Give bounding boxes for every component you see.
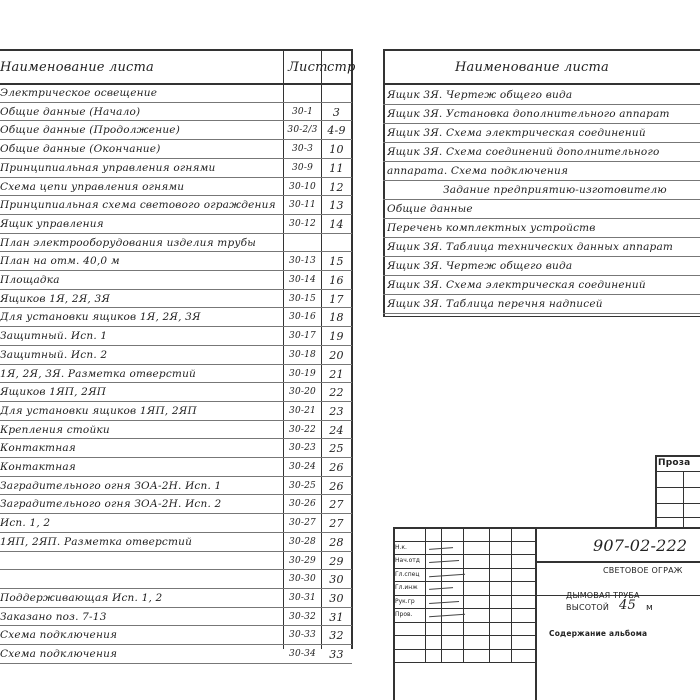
left-row-name: Принципиальная схема светового ограждения [0, 199, 276, 212]
right-row-name: Общие данные [387, 203, 473, 215]
left-row-page: 24 [329, 423, 344, 437]
left-row-sheet: 30-1 [291, 106, 314, 117]
left-row-divider [0, 532, 352, 533]
right-row-divider [383, 199, 700, 200]
stamp-sheet-title: Содержание альбома [549, 629, 648, 638]
left-row-sheet: 30-10 [289, 181, 316, 192]
stamp-grid-row-line [393, 541, 535, 542]
stamp-signature-scribble [429, 545, 453, 550]
stamp-grid-row-line [393, 581, 535, 582]
left-row-name: Электрическое освещение [0, 87, 158, 99]
stamp-object-line1: ДЫМОВАЯ ТРУБА [566, 591, 640, 600]
left-row-name: Ящиков 1Я, 2Я, 3Я [0, 292, 111, 305]
left-row-page: 4-9 [327, 124, 346, 138]
left-row-name: Схема подключения [0, 629, 118, 642]
right-row-name: Ящик 3Я. Схема электрическая соединений [387, 279, 646, 291]
right-row-name: Ящик 3Я. Схема соединений дополнительного [387, 146, 660, 158]
left-row-divider [0, 625, 352, 626]
left-row-name: 1Я, 2Я, 3Я. Разметка отверстий [0, 367, 196, 380]
right-row-name: аппарата. Схема подключения [387, 165, 569, 177]
left-row-page: 30 [329, 573, 344, 587]
left-header-page: стр [327, 60, 356, 75]
left-header-name: Наименование листа [0, 60, 155, 75]
left-row-divider [0, 270, 352, 271]
left-row-divider [0, 326, 352, 327]
left-row-page: 23 [329, 404, 344, 418]
left-row-name: Контактная [0, 461, 76, 473]
stamp-signature-scribble [429, 598, 459, 603]
left-row-divider [0, 307, 352, 308]
left-row-name: План электрооборудования изделия трубы [0, 236, 257, 249]
left-row-page: 11 [329, 161, 344, 175]
stamp-doc-number: 907-02-222 [593, 536, 688, 555]
right-row-name: Перечень комплектных устройств [387, 222, 596, 234]
left-row-sheet: 30-30 [289, 574, 316, 585]
left-row-divider [0, 214, 352, 215]
right-row-divider [383, 313, 700, 314]
right-row-divider [383, 256, 700, 257]
left-row-sheet: 30-33 [289, 630, 316, 641]
left-row-sheet: 30-25 [289, 480, 316, 491]
stamp-grid-col-line [535, 527, 536, 662]
left-row-sheet: 30-29 [289, 555, 316, 566]
left-row-divider [0, 476, 352, 477]
left-row-page: 26 [329, 479, 344, 493]
left-row-divider [0, 139, 352, 140]
left-row-sheet: 30-27 [289, 518, 316, 529]
left-row-page: 12 [329, 180, 344, 194]
left-row-page: 31 [329, 610, 344, 624]
stamp-grid-row-line [393, 635, 535, 636]
left-row-sheet: 30-12 [289, 218, 316, 229]
left-row-page: 18 [329, 311, 344, 325]
left-row-page: 28 [329, 535, 344, 549]
left-row-divider [0, 457, 352, 458]
left-row-page: 22 [329, 386, 344, 400]
left-row-name: 1ЯП, 2ЯП. Разметка отверстий [0, 535, 193, 548]
stamp-grid-row-line [393, 595, 535, 596]
left-table-header-divider [0, 83, 352, 85]
left-row-page: 32 [329, 629, 344, 643]
left-row-name: Общие данные (Окончание) [0, 143, 161, 156]
stamp-role-label: Рук.гр [395, 597, 415, 605]
right-row-name: Ящик 3Я. Таблица технических данных аппарат [387, 241, 674, 253]
left-row-divider [0, 364, 352, 365]
left-row-divider [0, 644, 352, 645]
left-row-divider [0, 569, 352, 570]
left-row-name: Для установки ящиков 1Я, 2Я, 3Я [0, 311, 201, 324]
left-row-page: 16 [329, 274, 344, 287]
right-table-bottom-border [383, 316, 700, 317]
left-row-divider [0, 494, 352, 495]
stamp-upper-grid-h4 [655, 517, 700, 518]
left-row-name: Исп. 1, 2 [0, 517, 51, 530]
left-row-divider [0, 663, 352, 664]
left-row-page: 25 [329, 442, 344, 456]
left-row-sheet: 30-32 [289, 611, 316, 622]
left-row-divider [0, 607, 352, 608]
left-row-sheet: 30-28 [289, 536, 316, 547]
left-row-name: Схема подключения [0, 648, 118, 660]
stamp-grid-row-line [393, 662, 535, 663]
stamp-upper-grid-h1 [655, 471, 700, 472]
right-row-divider [383, 123, 700, 124]
left-row-page: 15 [329, 255, 344, 269]
stamp-upper-grid-h3 [655, 503, 700, 504]
left-row-page: 14 [329, 217, 344, 231]
left-row-page: 10 [329, 143, 344, 157]
left-row-name: Защитный. Исп. 2 [0, 348, 108, 361]
left-row-divider [0, 251, 352, 252]
stamp-grid-row-line [393, 527, 535, 528]
stamp-signature-scribble [429, 558, 459, 563]
left-row-sheet: 30-20 [289, 387, 316, 398]
left-row-sheet: 30-24 [289, 462, 316, 472]
left-row-page: 21 [329, 367, 344, 381]
left-row-page: 26 [329, 461, 344, 474]
right-row-name: Ящик 3Я. Чертеж общего вида [387, 89, 573, 101]
right-table-left-border [383, 49, 385, 317]
stamp-grid-row-line [393, 649, 535, 650]
right-row-name: Ящик 3Я. Чертеж общего вида [387, 260, 573, 272]
left-row-divider [0, 438, 352, 439]
left-row-name: Площадка [0, 274, 60, 286]
stamp-corner-label: Проза [658, 458, 691, 468]
left-header-sheet: Лист [288, 60, 328, 75]
stamp-role-label: Нач.отд [395, 557, 420, 564]
stamp-role-label: Гл.инж [395, 584, 418, 591]
left-row-sheet: 30-19 [289, 368, 316, 379]
left-row-name: Схема цепи управления огнями [0, 180, 185, 193]
right-row-divider [383, 275, 700, 276]
left-row-divider [0, 401, 352, 402]
right-contents-table [383, 0, 700, 330]
left-row-sheet: 30-17 [289, 331, 316, 342]
left-row-sheet: 30-31 [289, 592, 316, 603]
left-row-sheet: 30-13 [289, 256, 316, 267]
left-row-divider [0, 195, 352, 196]
left-row-page: 33 [329, 648, 344, 661]
left-row-page: 27 [329, 517, 344, 531]
stamp-grid-row-line [393, 568, 535, 569]
left-table-top-border [0, 49, 352, 51]
left-row-sheet: 30-22 [289, 424, 316, 435]
right-table-header-divider [383, 83, 700, 85]
left-row-page: 3 [332, 105, 341, 119]
left-row-sheet: 30-11 [289, 200, 316, 211]
stamp-grid-row-line [393, 554, 535, 555]
left-row-sheet: 30-21 [289, 405, 316, 416]
left-row-name: Заградительного огня ЗОА-2Н. Исп. 2 [0, 498, 222, 511]
stamp-height-unit: м [646, 603, 653, 613]
left-row-sheet: 30-3 [291, 144, 314, 155]
stamp-role-label: Пров. [395, 611, 413, 618]
stamp-upper-grid-v1 [683, 471, 684, 528]
left-row-divider [0, 588, 352, 589]
left-row-divider [0, 177, 352, 178]
left-row-name: Общие данные (Продолжение) [0, 124, 180, 137]
left-row-name: Принципиальная управления огнями [0, 161, 216, 174]
right-row-divider [383, 161, 700, 162]
left-row-name: Защитный. Исп. 1 [0, 330, 108, 343]
right-row-divider [383, 104, 700, 105]
stamp-height-value: 45 [619, 598, 636, 613]
left-row-divider [0, 158, 352, 159]
right-row-name: Задание предприятию-изготовителю [443, 184, 667, 196]
stamp-grid-row-line [393, 608, 535, 609]
stamp-object-line2: ВЫСОТОЙ [566, 603, 609, 612]
left-row-page: 17 [329, 292, 344, 306]
left-row-sheet: 30-2/3 [287, 125, 318, 136]
stamp-signature-scribble [429, 612, 465, 618]
left-row-sheet: 30-16 [289, 312, 316, 323]
stamp-signature-scribble [429, 571, 465, 577]
right-table-top-border [383, 49, 700, 51]
right-row-name: Ящик 3Я. Таблица перечня надписей [387, 298, 603, 310]
left-row-sheet: 30-23 [289, 443, 316, 454]
stamp-role-label: Н.к. [395, 543, 407, 551]
left-row-divider [0, 420, 352, 421]
right-row-divider [383, 180, 700, 181]
left-row-divider [0, 233, 352, 234]
right-row-divider [383, 218, 700, 219]
left-row-name: Общие данные (Начало) [0, 105, 141, 118]
stamp-upper-grid-top [655, 455, 700, 457]
left-row-name: Заградительного огня ЗОА-2Н. Исп. 1 [0, 479, 222, 492]
right-row-divider [383, 237, 700, 238]
left-row-sheet: 30-34 [289, 649, 316, 659]
stamp-subtitle: СВЕТОВОЕ ОГРАЖ [603, 566, 683, 575]
left-row-page: 13 [329, 199, 344, 213]
left-row-name: Заказано поз. 7-13 [0, 610, 107, 623]
left-row-divider [0, 102, 352, 103]
right-row-divider [383, 294, 700, 295]
left-row-sheet: 30-26 [289, 499, 316, 510]
left-row-divider [0, 382, 352, 383]
left-row-page: 20 [329, 348, 344, 362]
left-row-name: Для установки ящиков 1ЯП, 2ЯП [0, 404, 197, 417]
left-row-sheet: 30-18 [289, 349, 316, 360]
left-row-name: Ящик управления [0, 217, 104, 230]
left-row-divider [0, 513, 352, 514]
right-row-name: Ящик 3Я. Установка дополнительного аппарат [387, 108, 670, 120]
right-header-name: Наименование листа [455, 60, 610, 75]
left-row-name: Поддерживающая Исп. 1, 2 [0, 591, 163, 604]
left-row-name: План на отм. 40,0 м [0, 255, 120, 268]
stamp-grid-row-line [393, 622, 535, 623]
right-row-divider [383, 142, 700, 143]
left-row-page: 30 [329, 591, 344, 605]
left-row-page: 29 [329, 554, 344, 568]
title-block [393, 455, 700, 700]
left-row-sheet: 30-15 [289, 293, 316, 304]
left-row-name: Контактная [0, 442, 76, 455]
left-row-divider [0, 345, 352, 346]
stamp-upper-grid-h2 [655, 487, 700, 488]
left-row-sheet: 30-14 [289, 275, 316, 285]
stamp-doc-divider [535, 561, 700, 563]
left-row-page: 27 [329, 498, 344, 512]
left-row-page: 19 [329, 330, 344, 344]
left-row-divider [0, 289, 352, 290]
left-row-divider [0, 120, 352, 121]
stamp-role-label: Гл.спец [395, 570, 420, 578]
left-row-divider [0, 551, 352, 552]
left-row-sheet: 30-9 [291, 162, 314, 173]
right-row-name: Ящик 3Я. Схема электрическая соединений [387, 127, 646, 139]
left-row-name: Ящиков 1ЯП, 2ЯП [0, 386, 107, 399]
left-row-name: Крепления стойки [0, 423, 110, 436]
